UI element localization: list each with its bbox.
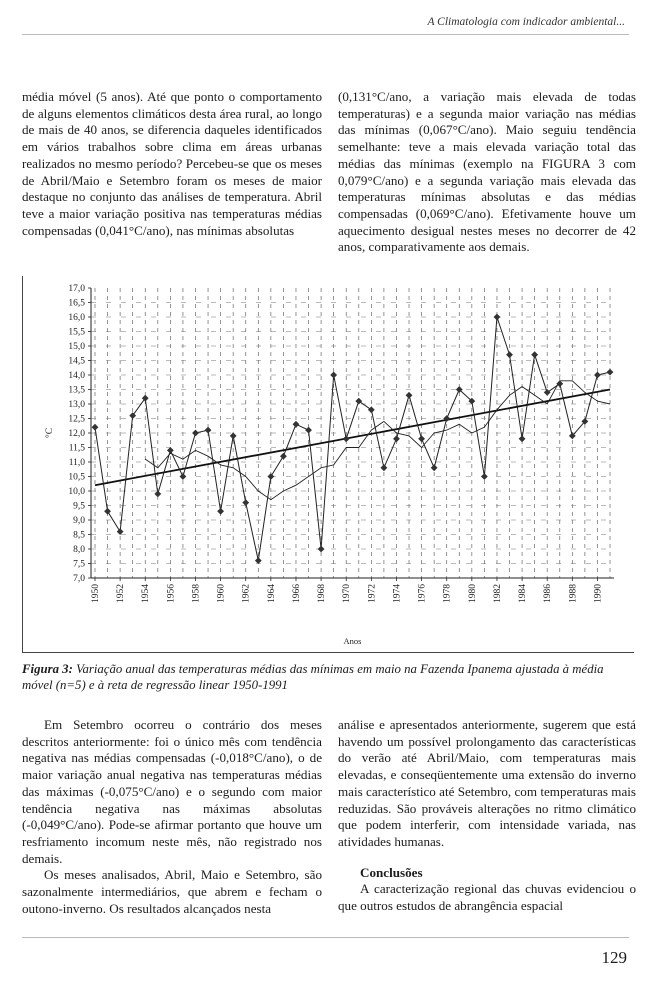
column-bottom-left [22, 717, 322, 917]
x-tick-label: 1950 [91, 584, 101, 603]
data-point-marker [305, 427, 312, 434]
y-tick-label: 7,5 [73, 559, 85, 570]
y-tick-label: 17,0 [68, 284, 85, 294]
x-tick-label: 1968 [317, 584, 328, 603]
y-axis-title: °C [45, 427, 55, 439]
x-tick-label: 1956 [166, 584, 177, 603]
x-tick-label: 1990 [593, 584, 604, 603]
x-tick-label: 1974 [392, 584, 403, 603]
x-tick-label: 1954 [141, 584, 152, 603]
data-point-marker [594, 372, 601, 379]
data-point-marker [117, 528, 124, 535]
regression-line [95, 390, 610, 486]
y-tick-label: 9,0 [73, 516, 85, 526]
footer-rule [22, 937, 629, 938]
data-point-marker [205, 427, 212, 434]
data-point-marker [506, 351, 513, 358]
data-point-marker [431, 464, 438, 471]
y-tick-label: 11,0 [68, 458, 85, 468]
data-point-marker [217, 508, 224, 515]
column-bottom-right [338, 717, 636, 915]
y-tick-label: 7,0 [73, 574, 85, 584]
data-point-marker [607, 369, 614, 376]
x-tick-label: 1958 [191, 584, 202, 603]
data-point-marker [393, 435, 400, 442]
paragraph: média móvel (5 anos). Até que ponto o comportamento de alguns elementos climáticos desta área rural, ao longo de mais de 40 anos, se diferencia daqueles identificados em vários trabalhos sobre clima em áreas urbanas realizados no mesmo período? Percebeu-se que os meses de Abril/Maio e Setembro foram os meses de maior destaque no conjunto das análises de temperatura. Abril teve a maior variação positiva nas temperaturas médias compensadas (0,041°C/ano), nas mínimas absolutas [22, 89, 322, 238]
paragraph: Os meses analisados, Abril, Maio e Setembro, são sazonalmente intermediários, que abrem e fecham o outono-inverno. Os resultados alcançados nesta [22, 867, 322, 916]
data-point-marker [167, 447, 174, 454]
data-point-marker [330, 372, 337, 379]
data-point-marker [129, 412, 136, 419]
y-tick-label: 8,5 [73, 530, 85, 541]
y-tick-label: 13,0 [68, 400, 85, 410]
paragraph: análise e apresentados anteriormente, sugerem que está havendo um possível prolongamento das características do verão até Abril/Maio, com temperaturas mais elevadas, e conseqüentemente uma extensão do inverno mais característico até Setembro, com temperaturas mais reduzidas. São prováveis alterações no ritmo climático que podem interferir, com intensidade variada, nas atividades humanas. [338, 717, 636, 849]
data-point-marker [355, 398, 362, 405]
x-tick-label: 1988 [568, 584, 579, 603]
y-tick-label: 14,5 [68, 356, 85, 367]
paragraph: Em Setembro ocorreu o contrário dos meses descritos anteriormente: foi o único mês com tendência negativa nas médias compensadas (-0,018°C/ano), o de maior variação anual negativa nas temperaturas médias das máximas (-0,075°C/ano) e o segundo com maior tendência negativa nas máximas absolutas (-0,049°C/ano). Pode-se afirmar portanto que houve um resfriamento incomum neste mês, não registrado nos demais. [22, 717, 322, 866]
data-point-marker [544, 389, 551, 396]
y-tick-label: 11,5 [68, 443, 85, 454]
y-tick-label: 8,0 [73, 545, 85, 555]
running-head: A Climatologia com indicador ambiental... [427, 16, 625, 28]
data-point-marker [343, 435, 350, 442]
y-tick-label: 13,5 [68, 385, 85, 396]
data-point-marker [255, 557, 262, 564]
x-tick-label: 1986 [543, 584, 554, 603]
data-point-marker [230, 433, 237, 440]
y-tick-label: 16,0 [68, 313, 85, 323]
y-tick-label: 9,5 [73, 501, 85, 512]
page-number: 129 [601, 948, 627, 967]
x-tick-label: 1984 [518, 584, 529, 603]
data-point-marker [406, 392, 413, 399]
y-tick-label: 12,5 [68, 414, 85, 425]
paragraph: (0,131°C/ano, a variação mais elevada de todas temperaturas) e a segunda maior variação nas médias das mínimas (0,067°C/ano). Maio seguiu tendência semelhante: teve a mais elevada variação total das médias das mínimas (exemplo na FIGURA 3 com 0,079°C/ano) e a segunda variação mais elevada das temperaturas mínimas absolutas e das médias compensadas (0,069°C/ano). Efetivamente houve um aquecimento desigual nestes meses no decorrer de 42 anos, comparativamente aos demais. [338, 89, 636, 255]
data-point-marker [293, 421, 300, 428]
data-point-marker [192, 430, 199, 437]
data-point-marker [531, 351, 538, 358]
x-tick-label: 1966 [291, 584, 302, 603]
data-point-marker [142, 395, 149, 402]
section-title: Conclusões [360, 864, 423, 880]
x-tick-label: 1962 [241, 584, 252, 603]
column-top-left [22, 89, 322, 239]
data-point-marker [180, 473, 187, 480]
data-point-marker [381, 464, 388, 471]
data-point-marker [92, 424, 99, 431]
x-tick-label: 1960 [216, 584, 227, 603]
x-tick-label: 1982 [492, 584, 503, 603]
data-point-marker [267, 473, 274, 480]
data-point-marker [154, 491, 161, 498]
y-tick-label: 10,5 [68, 472, 85, 483]
data-point-marker [494, 314, 501, 321]
x-axis-title: Anos [343, 636, 362, 644]
data-point-marker [280, 453, 287, 460]
column-top-right [338, 89, 636, 256]
x-tick-label: 1952 [116, 584, 127, 603]
figure-caption [22, 661, 637, 693]
x-tick-label: 1978 [442, 584, 453, 603]
x-tick-label: 1964 [266, 584, 277, 603]
figure-caption-text: Variação anual das temperaturas médias das mínimas em maio na Fazenda Ipanema ajustada à média móvel (n=5) e à reta de regressão linear 1950-1991 [22, 662, 604, 692]
y-tick-label: 15,5 [68, 327, 85, 338]
data-point-marker [368, 406, 375, 413]
x-tick-label: 1970 [342, 584, 353, 603]
y-tick-label: 14,0 [68, 371, 85, 381]
temperature-chart [22, 276, 622, 644]
x-tick-label: 1976 [417, 584, 428, 603]
data-point-marker [242, 499, 249, 506]
x-tick-label: 1980 [467, 584, 478, 603]
x-tick-label: 1972 [367, 584, 378, 603]
data-point-marker [481, 473, 488, 480]
paragraph: A caracterização regional das chuvas evidenciou o que outros estudos de abrangência espacial [338, 881, 636, 914]
y-tick-label: 12,0 [68, 429, 85, 439]
header-rule [22, 34, 629, 35]
data-point-marker [104, 508, 111, 515]
data-point-marker [418, 435, 425, 442]
data-point-marker [318, 546, 325, 553]
figure-caption-label: Figura 3: [22, 662, 73, 676]
y-tick-label: 15,0 [68, 342, 85, 352]
data-point-marker [519, 435, 526, 442]
y-tick-label: 10,0 [68, 487, 85, 497]
y-tick-label: 16,5 [68, 298, 85, 309]
